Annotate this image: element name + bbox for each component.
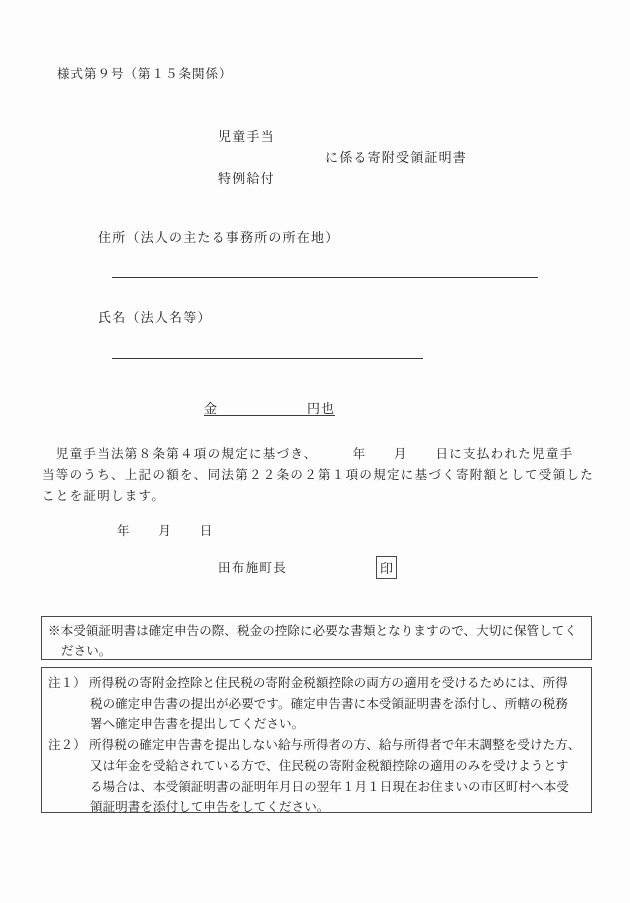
body-paragraph-line-3: ことを証明します。	[42, 489, 166, 503]
issuer-name: 田布施町長	[218, 561, 288, 575]
title-option-special-benefit: 特例給付	[218, 171, 275, 186]
note2-line-3: 署へ確定申告書を提出してください。	[90, 717, 305, 732]
note-box-tax-instructions	[41, 667, 592, 813]
note1-line-2: ださい。	[61, 643, 112, 658]
note2-line-5: 又は年金を受給されている方で、住民税の寄附金税額控除の適用のみを受けようとす	[90, 758, 569, 773]
note1-line-1: ※本受領証明書は確定申告の際、税金の控除に必要な書類となりますので、大切に保管してく	[48, 624, 577, 638]
name-label: 氏名（法人名等）	[98, 310, 212, 325]
note2-line-2: 税の確定申告書の提出が必要です。確定申告書に本受領証明書を添付し、所轄の税務	[90, 696, 568, 711]
body-paragraph-line-1: 児童手当法第８条第４項の規定に基づき、 年 月 日に支払われた児童手	[42, 447, 574, 461]
title-suffix: に係る寄附受領証明書	[325, 150, 468, 165]
seal-mark: 印	[379, 561, 393, 576]
title-option-child-allowance: 児童手当	[218, 129, 275, 144]
address-label: 住所（法人の主たる事務所の所在地）	[98, 230, 340, 245]
note2-line-1: 注１） 所得税の寄附金控除と住民税の寄附金税額控除の両方の適用を受けるためには、所得	[48, 676, 568, 690]
amount-suffix: 円也	[306, 401, 335, 416]
body-paragraph-line-2: 当等のうち、上記の額を、同法第２２条の２第１項の規定に基づく寄附額として受領した	[42, 468, 595, 482]
name-blank-line	[112, 358, 423, 359]
issue-date-line: 年 月 日	[117, 524, 214, 538]
note2-line-7: 領証明書を添付して申告をしてください。	[90, 800, 330, 815]
amount-field	[204, 398, 335, 416]
note-box-keep-safe	[41, 616, 592, 660]
amount-prefix: 金	[204, 401, 219, 416]
seal-box	[376, 556, 397, 579]
note2-line-6: る場合は、本受領証明書の証明年月日の翌年１月１日現在お住まいの市区町村へ本受	[90, 779, 569, 794]
note2-line-4: 注２） 所得税の確定申告書を提出しない給与所得者の方、給与所得者で年末調整を受けた方、	[48, 738, 581, 753]
form-number: 様式第９号（第１５条関係）	[57, 67, 233, 81]
address-blank-line	[112, 277, 538, 278]
